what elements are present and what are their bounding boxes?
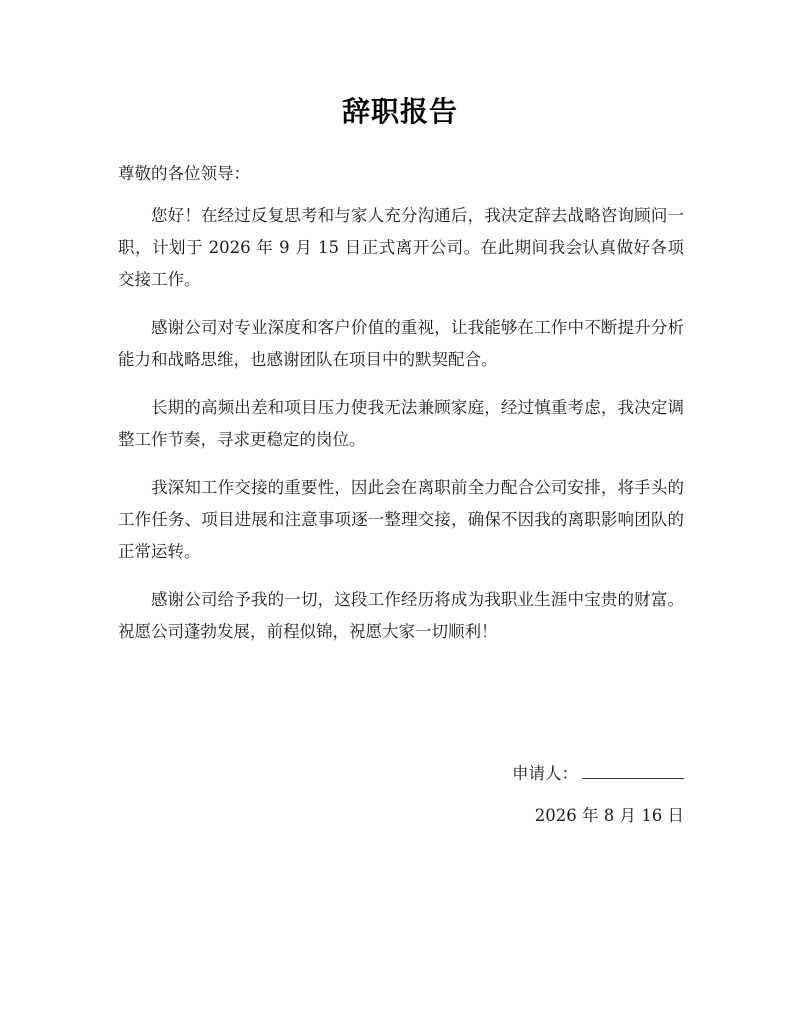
paragraph-4: 我深知工作交接的重要性，因此会在离职前全力配合公司安排，将手头的工作任务、项目进展和注意事项逐一整理交接，确保不因我的离职影响团队的正常运转。 [118, 478, 684, 561]
document-date: 2026 年 8 月 16 日 [534, 806, 684, 825]
signature-block [512, 760, 684, 788]
salutation: 尊敬的各位领导： [118, 164, 250, 183]
document-body [118, 200, 684, 664]
paragraph-2: 感谢公司对专业深度和客户价值的重视，让我能够在工作中不断提升分析能力和战略思维，也感谢团队在项目中的默契配合。 [118, 318, 684, 369]
paragraph-5: 感谢公司给予我的一切，这段工作经历将成为我职业生涯中宝贵的财富。祝愿公司蓬勃发展，前程似锦，祝愿大家一切顺利！ [118, 590, 684, 641]
signature-label: 申请人： [512, 764, 578, 783]
signature-blank-line [582, 760, 684, 779]
paragraph-1: 您好！在经过反复思考和与家人充分沟通后，我决定辞去战略咨询顾问一职，计划于 2026 年 9 月 15 日正式离开公司。在此期间我会认真做好各项交接工作。 [118, 206, 684, 289]
paragraph-3: 长期的高频出差和项目压力使我无法兼顾家庭，经过慎重考虑，我决定调整工作节奏，寻求更稳定的岗位。 [118, 398, 684, 449]
document-title: 辞职报告 [341, 95, 458, 128]
